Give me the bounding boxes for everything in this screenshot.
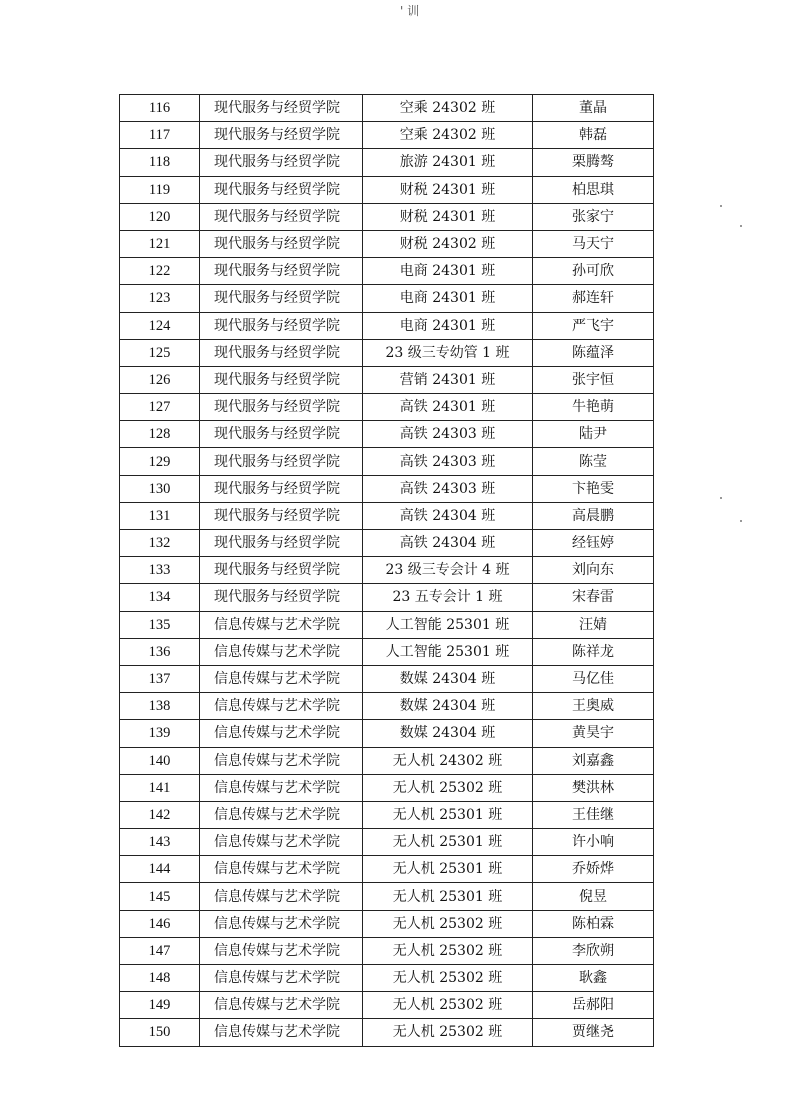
row-number: 140 <box>120 747 200 774</box>
college-cell: 信息传媒与艺术学院 <box>200 774 363 801</box>
row-number: 128 <box>120 421 200 448</box>
student-name-cell: 柏思琪 <box>533 176 654 203</box>
college-cell: 现代服务与经贸学院 <box>200 312 363 339</box>
table-row <box>120 747 654 774</box>
table-row <box>120 448 654 475</box>
class-cell: 无人机 25301 班 <box>363 801 533 828</box>
table-row <box>120 285 654 312</box>
college-cell: 信息传媒与艺术学院 <box>200 693 363 720</box>
student-name-cell: 王奥威 <box>533 693 654 720</box>
college-cell: 现代服务与经贸学院 <box>200 339 363 366</box>
roster-table <box>119 94 654 1047</box>
student-name-cell: 高晨鹏 <box>533 502 654 529</box>
class-cell: 电商 24301 班 <box>363 258 533 285</box>
student-name-cell: 栗腾骜 <box>533 149 654 176</box>
class-cell: 23 级三专会计 4 班 <box>363 557 533 584</box>
table-row <box>120 203 654 230</box>
row-number: 130 <box>120 475 200 502</box>
row-number: 136 <box>120 638 200 665</box>
row-number: 141 <box>120 774 200 801</box>
college-cell: 现代服务与经贸学院 <box>200 366 363 393</box>
student-name-cell: 牛艳萌 <box>533 394 654 421</box>
college-cell: 现代服务与经贸学院 <box>200 203 363 230</box>
class-cell: 空乘 24302 班 <box>363 122 533 149</box>
college-cell: 现代服务与经贸学院 <box>200 95 363 122</box>
row-number: 138 <box>120 693 200 720</box>
college-cell: 现代服务与经贸学院 <box>200 230 363 257</box>
class-cell: 23 级三专幼管 1 班 <box>363 339 533 366</box>
college-cell: 信息传媒与艺术学院 <box>200 665 363 692</box>
student-name-cell: 汪婧 <box>533 611 654 638</box>
student-name-cell: 乔娇烨 <box>533 856 654 883</box>
table-row <box>120 801 654 828</box>
table-row <box>120 856 654 883</box>
class-cell: 无人机 25302 班 <box>363 992 533 1019</box>
table-row <box>120 339 654 366</box>
class-cell: 营销 24301 班 <box>363 366 533 393</box>
class-cell: 旅游 24301 班 <box>363 149 533 176</box>
table-row <box>120 176 654 203</box>
roster-body <box>120 95 654 1047</box>
student-name-cell: 刘向东 <box>533 557 654 584</box>
class-cell: 高铁 24304 班 <box>363 530 533 557</box>
scan-speck <box>720 497 722 499</box>
student-name-cell: 宋春雷 <box>533 584 654 611</box>
row-number: 127 <box>120 394 200 421</box>
student-name-cell: 耿鑫 <box>533 965 654 992</box>
student-name-cell: 黄昊宇 <box>533 720 654 747</box>
college-cell: 现代服务与经贸学院 <box>200 530 363 557</box>
table-row <box>120 720 654 747</box>
college-cell: 信息传媒与艺术学院 <box>200 611 363 638</box>
college-cell: 现代服务与经贸学院 <box>200 421 363 448</box>
college-cell: 信息传媒与艺术学院 <box>200 856 363 883</box>
class-cell: 无人机 25302 班 <box>363 965 533 992</box>
student-name-cell: 马亿佳 <box>533 665 654 692</box>
student-name-cell: 卞艳雯 <box>533 475 654 502</box>
table-row <box>120 557 654 584</box>
class-cell: 无人机 25301 班 <box>363 856 533 883</box>
table-row <box>120 421 654 448</box>
student-name-cell: 倪昱 <box>533 883 654 910</box>
row-number: 133 <box>120 557 200 584</box>
college-cell: 信息传媒与艺术学院 <box>200 992 363 1019</box>
student-name-cell: 郝连轩 <box>533 285 654 312</box>
college-cell: 信息传媒与艺术学院 <box>200 965 363 992</box>
row-number: 143 <box>120 829 200 856</box>
table-row <box>120 530 654 557</box>
student-name-cell: 陈蕴泽 <box>533 339 654 366</box>
student-name-cell: 张家宁 <box>533 203 654 230</box>
table-row <box>120 394 654 421</box>
table-row <box>120 965 654 992</box>
college-cell: 现代服务与经贸学院 <box>200 394 363 421</box>
student-name-cell: 孙可欣 <box>533 258 654 285</box>
row-number: 135 <box>120 611 200 638</box>
table-row <box>120 149 654 176</box>
class-cell: 财税 24301 班 <box>363 203 533 230</box>
table-row <box>120 95 654 122</box>
table-row <box>120 312 654 339</box>
class-cell: 空乘 24302 班 <box>363 95 533 122</box>
college-cell: 现代服务与经贸学院 <box>200 122 363 149</box>
student-name-cell: 许小响 <box>533 829 654 856</box>
row-number: 117 <box>120 122 200 149</box>
college-cell: 现代服务与经贸学院 <box>200 448 363 475</box>
college-cell: 信息传媒与艺术学院 <box>200 1019 363 1046</box>
row-number: 142 <box>120 801 200 828</box>
table-row <box>120 611 654 638</box>
table-row <box>120 937 654 964</box>
college-cell: 信息传媒与艺术学院 <box>200 883 363 910</box>
row-number: 146 <box>120 910 200 937</box>
student-name-cell: 马天宁 <box>533 230 654 257</box>
class-cell: 高铁 24304 班 <box>363 502 533 529</box>
class-cell: 财税 24302 班 <box>363 230 533 257</box>
row-number: 129 <box>120 448 200 475</box>
college-cell: 信息传媒与艺术学院 <box>200 638 363 665</box>
table-row <box>120 829 654 856</box>
student-name-cell: 陈祥龙 <box>533 638 654 665</box>
table-row <box>120 258 654 285</box>
student-name-cell: 王佳继 <box>533 801 654 828</box>
college-cell: 信息传媒与艺术学院 <box>200 747 363 774</box>
student-name-cell: 经钰婷 <box>533 530 654 557</box>
row-number: 131 <box>120 502 200 529</box>
table-row <box>120 475 654 502</box>
student-name-cell: 张宇恒 <box>533 366 654 393</box>
row-number: 148 <box>120 965 200 992</box>
college-cell: 现代服务与经贸学院 <box>200 475 363 502</box>
college-cell: 现代服务与经贸学院 <box>200 258 363 285</box>
student-name-cell: 李欣朔 <box>533 937 654 964</box>
class-cell: 高铁 24303 班 <box>363 448 533 475</box>
scan-speck <box>720 205 722 207</box>
class-cell: 23 五专会计 1 班 <box>363 584 533 611</box>
class-cell: 人工智能 25301 班 <box>363 611 533 638</box>
student-name-cell: 董晶 <box>533 95 654 122</box>
table-row <box>120 992 654 1019</box>
student-name-cell: 刘嘉鑫 <box>533 747 654 774</box>
class-cell: 高铁 24303 班 <box>363 421 533 448</box>
table-row <box>120 693 654 720</box>
table-row <box>120 502 654 529</box>
college-cell: 信息传媒与艺术学院 <box>200 910 363 937</box>
class-cell: 无人机 25301 班 <box>363 829 533 856</box>
college-cell: 现代服务与经贸学院 <box>200 285 363 312</box>
table-row <box>120 883 654 910</box>
college-cell: 信息传媒与艺术学院 <box>200 829 363 856</box>
table-row <box>120 366 654 393</box>
row-number: 147 <box>120 937 200 964</box>
row-number: 134 <box>120 584 200 611</box>
class-cell: 电商 24301 班 <box>363 312 533 339</box>
class-cell: 高铁 24301 班 <box>363 394 533 421</box>
table-row <box>120 1019 654 1046</box>
student-name-cell: 岳郝阳 <box>533 992 654 1019</box>
table-row <box>120 230 654 257</box>
row-number: 121 <box>120 230 200 257</box>
row-number: 122 <box>120 258 200 285</box>
row-number: 145 <box>120 883 200 910</box>
table-row <box>120 774 654 801</box>
row-number: 119 <box>120 176 200 203</box>
college-cell: 现代服务与经贸学院 <box>200 584 363 611</box>
row-number: 139 <box>120 720 200 747</box>
college-cell: 信息传媒与艺术学院 <box>200 720 363 747</box>
row-number: 116 <box>120 95 200 122</box>
row-number: 125 <box>120 339 200 366</box>
college-cell: 现代服务与经贸学院 <box>200 176 363 203</box>
class-cell: 数媒 24304 班 <box>363 693 533 720</box>
class-cell: 无人机 25302 班 <box>363 910 533 937</box>
scan-speck <box>740 520 742 522</box>
class-cell: 电商 24301 班 <box>363 285 533 312</box>
row-number: 149 <box>120 992 200 1019</box>
row-number: 123 <box>120 285 200 312</box>
student-name-cell: 严飞宇 <box>533 312 654 339</box>
student-name-cell: 樊洪林 <box>533 774 654 801</box>
class-cell: 无人机 24302 班 <box>363 747 533 774</box>
row-number: 120 <box>120 203 200 230</box>
college-cell: 现代服务与经贸学院 <box>200 502 363 529</box>
row-number: 124 <box>120 312 200 339</box>
college-cell: 信息传媒与艺术学院 <box>200 937 363 964</box>
student-name-cell: 陆尹 <box>533 421 654 448</box>
table-row <box>120 122 654 149</box>
student-name-cell: 韩磊 <box>533 122 654 149</box>
class-cell: 高铁 24303 班 <box>363 475 533 502</box>
student-name-cell: 陈柏霖 <box>533 910 654 937</box>
row-number: 144 <box>120 856 200 883</box>
row-number: 150 <box>120 1019 200 1046</box>
class-cell: 数媒 24304 班 <box>363 720 533 747</box>
row-number: 126 <box>120 366 200 393</box>
student-name-cell: 陈莹 <box>533 448 654 475</box>
row-number: 137 <box>120 665 200 692</box>
student-name-cell: 贾继尧 <box>533 1019 654 1046</box>
class-cell: 财税 24301 班 <box>363 176 533 203</box>
scan-speck <box>740 225 742 227</box>
class-cell: 无人机 25301 班 <box>363 883 533 910</box>
class-cell: 数媒 24304 班 <box>363 665 533 692</box>
row-number: 118 <box>120 149 200 176</box>
class-cell: 人工智能 25301 班 <box>363 638 533 665</box>
table-row <box>120 910 654 937</box>
class-cell: 无人机 25302 班 <box>363 774 533 801</box>
college-cell: 信息传媒与艺术学院 <box>200 801 363 828</box>
table-row <box>120 665 654 692</box>
college-cell: 现代服务与经贸学院 <box>200 149 363 176</box>
row-number: 132 <box>120 530 200 557</box>
class-cell: 无人机 25302 班 <box>363 1019 533 1046</box>
table-row <box>120 638 654 665</box>
page-header-mark: ' 训 <box>400 4 420 18</box>
college-cell: 现代服务与经贸学院 <box>200 557 363 584</box>
class-cell: 无人机 25302 班 <box>363 937 533 964</box>
table-row <box>120 584 654 611</box>
